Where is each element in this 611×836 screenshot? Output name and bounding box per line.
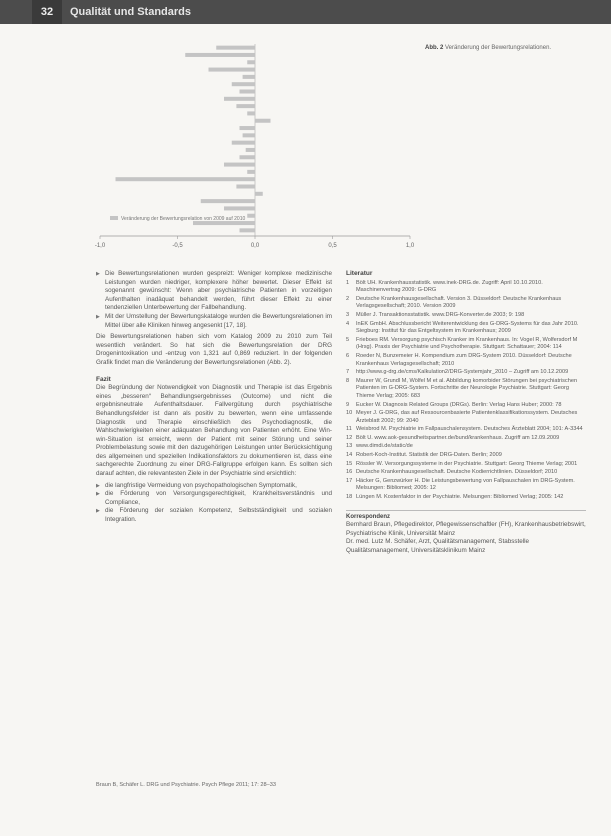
bar xyxy=(243,133,255,137)
caption-text: Veränderung der Bewertungsrelationen. xyxy=(445,45,552,51)
bar xyxy=(224,97,255,101)
reference-text: www.dimdi.de/static/de xyxy=(356,443,413,450)
paragraph: Die Bewertungsrelationen haben sich vom Katalog 2009 zu 2010 zum Teil wesentlich verändert. So hat sich die Bewertungsrelation der DRG Drogenintoxikation und -entzug von 1,321 auf 0,869 reduziert. In der folgenden Grafik findet man die Veränderung der Bewertungsrelationen (Abb. 2). xyxy=(96,333,332,366)
bar xyxy=(232,82,255,86)
reference-text: http://www.g-drg.de/cms/Kalkulation2/DRG-Systemjahr_2010 – Zugriff am 10.12.2009 xyxy=(356,369,569,376)
reference-number: 6 xyxy=(346,352,350,359)
reference-item xyxy=(346,452,586,460)
reference-text: Bölt UH. Krankenhausstatistik. www.inek-DRG.de. Zugriff: April 10.10.2010. Maschinenvertrag 2009: G-DRG xyxy=(356,279,543,294)
reference-item xyxy=(346,461,586,469)
reference-item xyxy=(346,426,586,434)
bar xyxy=(224,163,255,167)
reference-item xyxy=(346,337,586,352)
reference-number: 1 xyxy=(346,279,350,286)
bar xyxy=(246,148,255,152)
reference-number: 15 xyxy=(346,460,353,467)
bar xyxy=(255,119,271,123)
reference-number: 7 xyxy=(346,369,350,376)
bar xyxy=(216,46,255,50)
reference-item xyxy=(346,402,586,410)
reference-item xyxy=(346,478,586,493)
right-column xyxy=(346,270,586,555)
address-heading: Korrespondenz xyxy=(346,510,586,522)
reference-number: 3 xyxy=(346,311,350,318)
bar xyxy=(185,53,255,57)
reference-number: 5 xyxy=(346,336,350,343)
bullet-item: ▶ Mit der Umstellung der Bewertungskataloge wurden die Bewertungsrelationen im Mittel über alle Kliniken hinweg angesenkt [17, 18]. xyxy=(96,313,332,330)
bar xyxy=(201,199,255,203)
bar-chart xyxy=(90,38,420,252)
reference-text: Eucker W. Diagnosis Related Groups (DRGs). Berlin: Verlag Hans Huber; 2000: 78 xyxy=(356,401,562,408)
reference-text: Häcker G, Genzwürker H. Die Leistungsbewertung von Fallpauschalen im DRG-System. Melsungen: Bibliomed; 2005: 12 xyxy=(356,477,575,492)
reference-item xyxy=(346,321,586,336)
bar xyxy=(240,126,256,130)
reference-text: Lüngen M. Kostenfaktor in der Psychiatrie. Melsungen: Bibliomed Verlag; 2005: 142 xyxy=(356,494,564,501)
reference-item xyxy=(346,353,586,368)
reference-number: 9 xyxy=(346,401,350,408)
address-line: Bernhard Braun, Pflegedirektor, Pflegewissenschaftler (FH), Krankenhausbetriebswirt, Psychiatrische Klinik, Universität Mainz xyxy=(346,521,586,537)
reference-item xyxy=(346,410,586,425)
page-number: 32 xyxy=(32,0,62,24)
section-title: Qualität und Standards xyxy=(70,6,192,18)
bullet-item: ▶ die Förderung der sozialen Kompetenz, Selbstständigkeit und sozialen Integration. xyxy=(96,507,332,524)
reference-number: 8 xyxy=(346,377,350,384)
reference-text: Maurer W, Grundl M, Wölfel M et al. Abbildung komorbider Störungen bei psychiatrischen Patienten im G-DRG-System. Fortschritte der Neurologie Psychiatrie. Stuttgart: Georg Thieme Verlag; 2005: 683 xyxy=(356,377,578,399)
bullet-item: ▶ die langfristige Vermeidung von psychopathologischen Symptomatik, xyxy=(96,482,332,491)
bullet-item: ▶ Die Bewertungsrelationen wurden gespreizt: Weniger komplexe medizinische Leistungen wurden niedriger, komplexere höher bewertet. Dieser Effekt ist sogenannt gewünscht: Wenn aber psychiatrische Patienten in vorzeitigen Aufenthalten inadäquat behandelt werden, führt dieser Effekt zu einer tendenziellen Unterbewertung der Fallbehandlung. xyxy=(96,270,332,313)
reference-text: Rössler W. Versorgungssysteme in der Psychiatrie. Stuttgart: Georg Thieme Verlag; 2001 xyxy=(356,460,578,467)
bar xyxy=(116,177,256,181)
reference-text: Meyer J. G-DRG, das auf Ressourcenbasierte Patientenklassifikationssystem. Deutsches Ärzteblatt 2002; 99: 2040 xyxy=(356,410,578,424)
reference-item xyxy=(346,296,586,311)
bar xyxy=(240,89,256,93)
bullet-item: ▶ die Förderung von Versorgungsgerechtigkeit, Krankheitsverständnis und Compliance, xyxy=(96,490,332,507)
bar xyxy=(247,60,255,64)
legend-label: Veränderung der Bewertungsrelation von 2009 auf 2010 xyxy=(121,216,246,222)
reference-number: 16 xyxy=(346,469,353,476)
reference-number: 2 xyxy=(346,295,350,302)
reference-text: Weisbrod M. Psychiatrie im Fallpauschalensystem. Deutsches Ärzteblatt 2004; 101: A-3344 xyxy=(356,426,583,433)
reference-number: 17 xyxy=(346,477,353,484)
x-tick-label: -1,0 xyxy=(94,243,106,249)
bar xyxy=(236,184,255,188)
x-tick-label: -0,5 xyxy=(172,243,183,249)
reference-item xyxy=(346,469,586,477)
bar xyxy=(236,104,255,108)
references-heading: Literatur xyxy=(346,270,373,277)
reference-number: 14 xyxy=(346,452,353,459)
reference-text: Müller J. Transaktionsstatistik. www.DRG-Konverter.de 2003; 9: 198 xyxy=(356,311,525,318)
address-line: Dr. med. Lutz M. Schäfer, Arzt, Qualitätsmanagement, Stabsstelle Qualitätsmanagement, Universitätsklinikum Mainz xyxy=(346,538,530,554)
bar xyxy=(240,228,256,232)
bar xyxy=(247,214,255,218)
bar xyxy=(232,141,255,145)
reference-text: Deutsche Krankenhausgesellschaft. Deutsche Kodierrichtlinien. Düsseldorf; 2010 xyxy=(356,469,558,476)
page-header xyxy=(0,0,611,24)
reference-number: 13 xyxy=(346,443,353,450)
reference-text: InEK GmbH. Abschlussbericht Weiterentwicklung des G-DRG-Systems für das Jahr 2010. Siegburg: Institut für das Entgeltsystem im Krankenhaus; 2009 xyxy=(356,320,579,335)
reference-number: 11 xyxy=(346,426,352,433)
reference-text: Roeder N, Bunzemeier H. Kompendium zum DRG-System 2010. Düsseldorf: Deutsche Krankenhaus Verlagsgesellschaft; 2010 xyxy=(356,352,572,367)
paragraph: Die Begründung der Notwendigkeit von Diagnostik und Therapie ist das Ergebnis eines „besseren“ Behandlungsergebnisses (Outcome) und nicht die ergebnisneutrale Aufenthaltsdauer. Fallvergütung durch psychiatrische Behandlungsfelder ist dann als positiv zu bewerten, wenn eine umfassende Diagnostik und Therapie einschließlich des Psychodiagnostik, die Wahlschwierigkeiten einer adäquaten Behandlung von Patienten erhöht. Eine Win-win-Situation ist erreicht, wenn der Patient mit seiner Störung und seiner Problembelastung sowie mit den dazugehörigen Leistungen unter Berücksichtigung des allgemeinen und speziellen Indikationsfaktors zu dokumentieren ist, dass eine sachgerechte Zuordnung zu einer DRG-Fallgruppe erfolgen kann. Es sollten sich darauf achten, die relevantesten Ziele in der Psychiatrie sind ersichtlich: xyxy=(96,384,332,478)
x-tick-label: 0,0 xyxy=(250,243,260,249)
caption-label: Abb. 2 xyxy=(425,45,444,51)
reference-item xyxy=(346,494,586,502)
reference-text: Bölt U. www.aok-gesundheitspartner.de/bund/krankenhaus. Zugriff am 12.09.2009 xyxy=(356,434,560,441)
bar xyxy=(209,68,256,72)
reference-item xyxy=(346,312,586,320)
reference-item xyxy=(346,280,586,295)
page-footer: Braun B, Schäfer L. DRG und Psychiatrie. Psych Pflege 2011; 17: 28–33 xyxy=(96,782,276,788)
reference-text: Frieboes RM. Versorgung psychisch Kranker im Krankenhaus. In: Vogel R, Wolfersdorf M (Hrsg). Praxis der Psychiatrie und Psychotherapie. Stuttgart: Schattauer; 2004: 114 xyxy=(356,336,578,351)
reference-text: Deutsche Krankenhausgesellschaft. Version 3. Düsseldorf: Deutsche Krankenhaus Verlagsgesellschaft; 2010. Version 2009 xyxy=(356,295,562,310)
legend-swatch xyxy=(110,216,118,220)
bar xyxy=(243,75,255,79)
reference-list xyxy=(346,280,586,502)
bar xyxy=(255,192,263,196)
reference-item xyxy=(346,369,586,377)
reference-item xyxy=(346,378,586,401)
reference-text: Robert-Koch-Institut. Statistik der DRG-Daten. Berlin; 2009 xyxy=(356,452,502,459)
bar xyxy=(240,155,256,159)
reference-item xyxy=(346,443,586,451)
reference-number: 4 xyxy=(346,320,350,327)
bar xyxy=(224,206,255,210)
reference-item xyxy=(346,435,586,443)
bar xyxy=(247,111,255,115)
reference-number: 10 xyxy=(346,410,353,417)
reference-number: 12 xyxy=(346,434,353,441)
bar xyxy=(247,170,255,174)
section-heading: Fazit xyxy=(96,375,111,383)
left-column xyxy=(96,270,332,525)
x-tick-label: 1,0 xyxy=(405,243,415,249)
figure-caption xyxy=(425,44,585,52)
reference-number: 18 xyxy=(346,494,353,501)
x-tick-label: 0,5 xyxy=(328,243,337,249)
